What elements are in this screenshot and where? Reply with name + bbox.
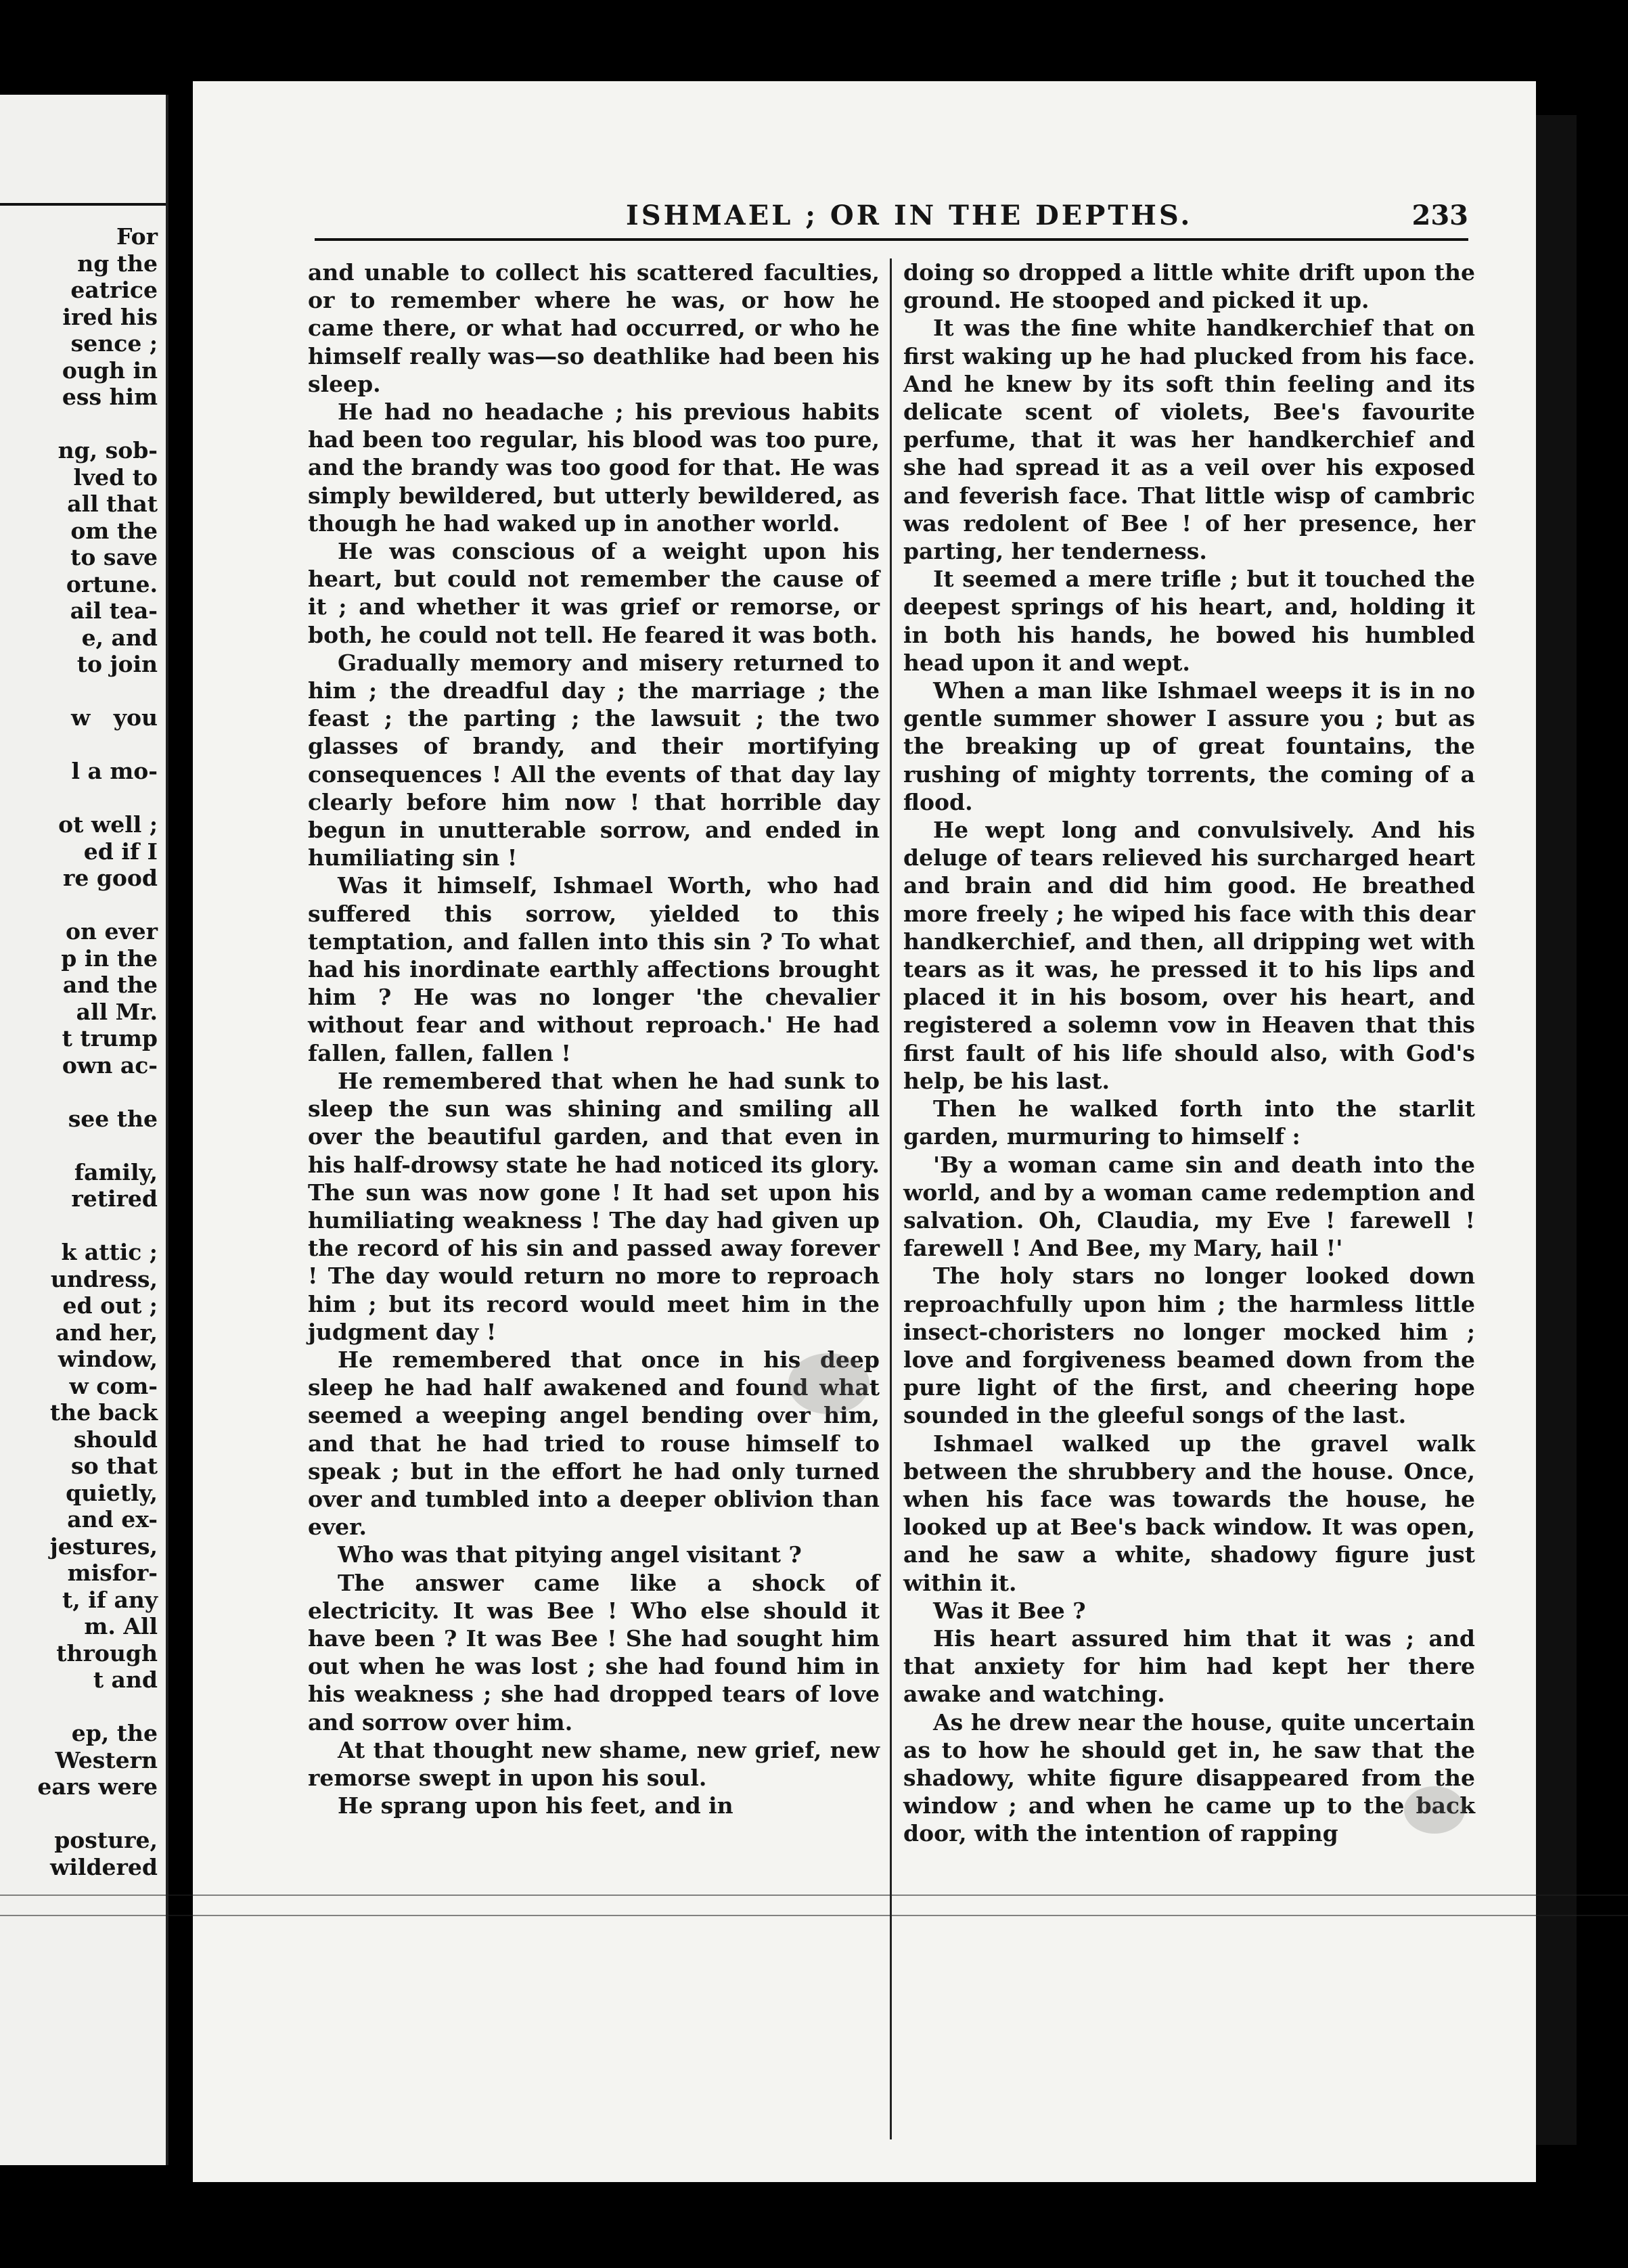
paragraph: The holy stars no longer looked down reproachfully upon him ; the harmless little insect-choristers no longer mocked him ; love and forgiveness beamed down from the pure light of the first, and cheering hope sounded in the gleeful songs of the last. [903,1263,1475,1429]
previous-page-line: ng the [77,250,158,277]
ink-stain [1404,1786,1465,1834]
column-divider [890,258,892,2139]
previous-page-line: should [73,1426,158,1453]
previous-page-line: w you [70,704,158,731]
previous-page-line: wildered [49,1853,158,1880]
previous-page-line: re good [62,865,158,891]
previous-page-line: ail tea- [70,597,158,624]
previous-page-line: ed if I [83,838,158,865]
paragraph: At that thought new shame, new grief, new remorse swept in upon his soul. [308,1736,880,1791]
previous-page-line: see the [68,1105,158,1132]
previous-page-line: p in the [61,945,158,972]
previous-page-line: on ever [65,918,158,945]
previous-page-line: and ex- [67,1506,158,1533]
right-column [903,258,1475,1848]
previous-page-line: ng, sob- [58,437,158,463]
previous-page-line: window, [58,1346,158,1372]
previous-page-line: ortune. [66,570,158,597]
previous-page-line: ough in [62,357,158,384]
previous-page-line: e, and [81,624,158,651]
previous-page-header-rule [0,203,166,206]
scan-artifact-line [0,1915,1628,1916]
previous-page-line: For [116,223,158,250]
page-number: 233 [1411,200,1468,231]
paragraph: He wept long and convulsively. And his deluge of tears relieved his surcharged heart and brain and did him good. He breathed more freely ; he wiped his face with this dear handkerchief, and then, all dripping wet with tears as it was, he pressed it to his lips and placed it in his bosom, over his heart, and registered a solemn vow in Heaven that this first fault of his life should also, with God's help, be his last. [903,817,1475,1094]
previous-page-line: sence ; [70,330,158,357]
previous-page-line [2,678,158,705]
paragraph: He remembered that when he had sunk to sleep the sun was shining and smiling all over the beautiful garden, and that even in his half-drowsy state he had noticed its glory. The sun was now gone ! It had set upon his humiliating weakness ! The day had given up the record of his sin and passed away forever ! The day would return no more to reproach him ; but its record would meet him in the judgment day ! [308,1067,880,1345]
paragraph: Was it himself, Ishmael Worth, who had suffered this sorrow, yielded to this temptation, and fallen into this sin ? To what had his inordinate earthly affections brought him ? He was no longer 'the chevalier without fear and without reproach.' He had fallen, fallen, fallen ! [308,872,880,1066]
paragraph: He was conscious of a weight upon his heart, but could not remember the cause of it ; and whether it was grief or remorse, or both, he could not tell. He feared it was both. [308,538,880,648]
page-edge-shadow [1536,115,1577,2145]
previous-page-line: and her, [55,1319,158,1346]
previous-page-line: t and [93,1666,158,1693]
previous-page-line: om the [70,517,158,544]
paragraph: doing so dropped a little white drift upon the ground. He stooped and picked it up. [903,259,1475,314]
previous-page-line [2,411,158,438]
previous-page-line: l a mo- [71,758,158,784]
previous-page-line [2,731,158,758]
paragraph: He sprang upon his feet, and in [338,1792,733,1819]
paragraph: Was it Bee ? [933,1597,1086,1624]
previous-page-line: ed out ; [62,1292,158,1319]
previous-page-line: so that [71,1453,158,1479]
previous-page-line: undress, [50,1265,158,1292]
previous-page-line: and the [62,972,158,998]
previous-page-line: t, if any [62,1586,158,1613]
previous-page-line: ess him [62,384,158,410]
previous-page-line [2,1212,158,1240]
previous-page-text [2,223,158,1880]
paragraph: Ishmael walked up the gravel walk between the shrubbery and the house. Once, when his face was towards the house, he looked up at Bee's back window. It was open, and he saw a white, shadowy figure just within it. [903,1430,1475,1596]
paragraph: Then he walked forth into the starlit garden, murmuring to himself : [903,1095,1475,1150]
previous-page-line: posture, [54,1827,158,1853]
previous-page-line: all that [67,491,158,517]
previous-page-line [2,785,158,812]
previous-page-line: ot well ; [58,811,158,838]
book-page [193,81,1536,2182]
previous-page-strip [0,95,168,2165]
previous-page-line: k attic ; [61,1239,158,1265]
paragraph: He had no headache ; his previous habits had been too regular, his blood was too pure, and the brandy was too good for that. He was simply bewildered, but utterly bewildered, as though he had waked up in another world. [308,399,880,537]
previous-page-line: own ac- [62,1051,158,1079]
paragraph: It seemed a mere trifle ; but it touched the deepest springs of his heart, and, holding it in both his hands, he bowed his humbled head upon it and wept. [903,566,1475,676]
previous-page-line: to join [76,651,158,677]
previous-page-line [2,892,158,919]
paragraph: As he drew near the house, quite uncertain as to how he should get in, he saw that the shadowy, white figure disappeared from the window ; and when he came up to the back door, with the intention of rapping [903,1708,1475,1847]
previous-page-line: ep, the [71,1720,158,1746]
previous-page-line [2,1079,158,1106]
running-title: ISHMAEL ; OR IN THE DEPTHS. [626,200,1193,231]
previous-page-line: jestures, [49,1533,158,1560]
scan-artifact-line [0,1895,1628,1896]
previous-page-line: the back [49,1399,158,1426]
previous-page-line: family, [74,1158,158,1185]
previous-page-line: eatrice [70,277,158,303]
paragraph: Gradually memory and misery returned to him ; the dreadful day ; the marriage ; the feast ; the parting ; the lawsuit ; the two glasses of brandy, and their mortifying consequences ! All the events of that day lay clearly before him now ! that horrible day begun in unutterable sorrow, and ended in humiliating sin ! [308,649,880,871]
previous-page-line: m. All [84,1613,158,1639]
previous-page-line: lved to [73,463,158,491]
paragraph: It was the fine white handkerchief that on first waking up he had plucked from his face. And he knew by its soft thin feeling and its delicate scent of violets, Bee's favourite perfume, that it was her handkerchief and she had spread it as a veil over his exposed and feverish face. That little wisp of cambric was redolent of Bee ! of her presence, her parting, her tenderness. [903,315,1475,565]
previous-page-line [2,1132,158,1159]
previous-page-line: all Mr. [76,998,158,1025]
ink-stain [788,1353,869,1414]
previous-page-line: to save [70,544,158,570]
previous-page-line: ired his [62,303,158,330]
paragraph: When a man like Ishmael weeps it is in no gentle summer shower I assure you ; but as the breaking up of great fountains, the rushing of mighty torrents, the coming of a flood. [903,677,1475,815]
previous-page-line: retired [71,1185,158,1212]
previous-page-line [2,1694,158,1721]
paragraph: The answer came like a shock of electricity. It was Bee ! Who else should it have been ? It was Bee ! She had sought him out when he was lost ; she had found him in his weakness ; she had dropped tears of love and sorrow over him. [308,1569,880,1736]
previous-page-line: t trump [62,1025,158,1051]
paragraph: Who was that pitying angel visitant ? [338,1541,802,1568]
paragraph: He remembered that once in his deep sleep he had half awakened and found what seemed a weeping angel bending over him, and that he had tried to rouse himself to speak ; but in the effort he had only turned over and tumbled into a deeper oblivion than ever. [308,1346,880,1541]
paragraph: 'By a woman came sin and death into the world, and by a woman came redemption and salvation. Oh, Claudia, my Eve ! farewell ! farewell ! And Bee, my Mary, hail !' [903,1151,1475,1262]
left-column [308,258,880,1819]
previous-page-line: w com- [69,1372,158,1399]
previous-page-line: ears were [37,1773,158,1800]
header-rule [315,238,1468,241]
paragraph: and unable to collect his scattered faculties, or to remember where he was, or how he came there, or what had occurred, or who he himself really was—so deathlike had been his sleep. [308,259,880,397]
paragraph: His heart assured him that it was ; and that anxiety for him had kept her there awake and watching. [903,1625,1475,1708]
previous-page-line: misfor- [67,1560,158,1586]
previous-page-line: through [56,1639,158,1666]
previous-page-line: quietly, [66,1479,158,1506]
previous-page-line [2,1800,158,1828]
previous-page-line: Western [55,1746,158,1773]
